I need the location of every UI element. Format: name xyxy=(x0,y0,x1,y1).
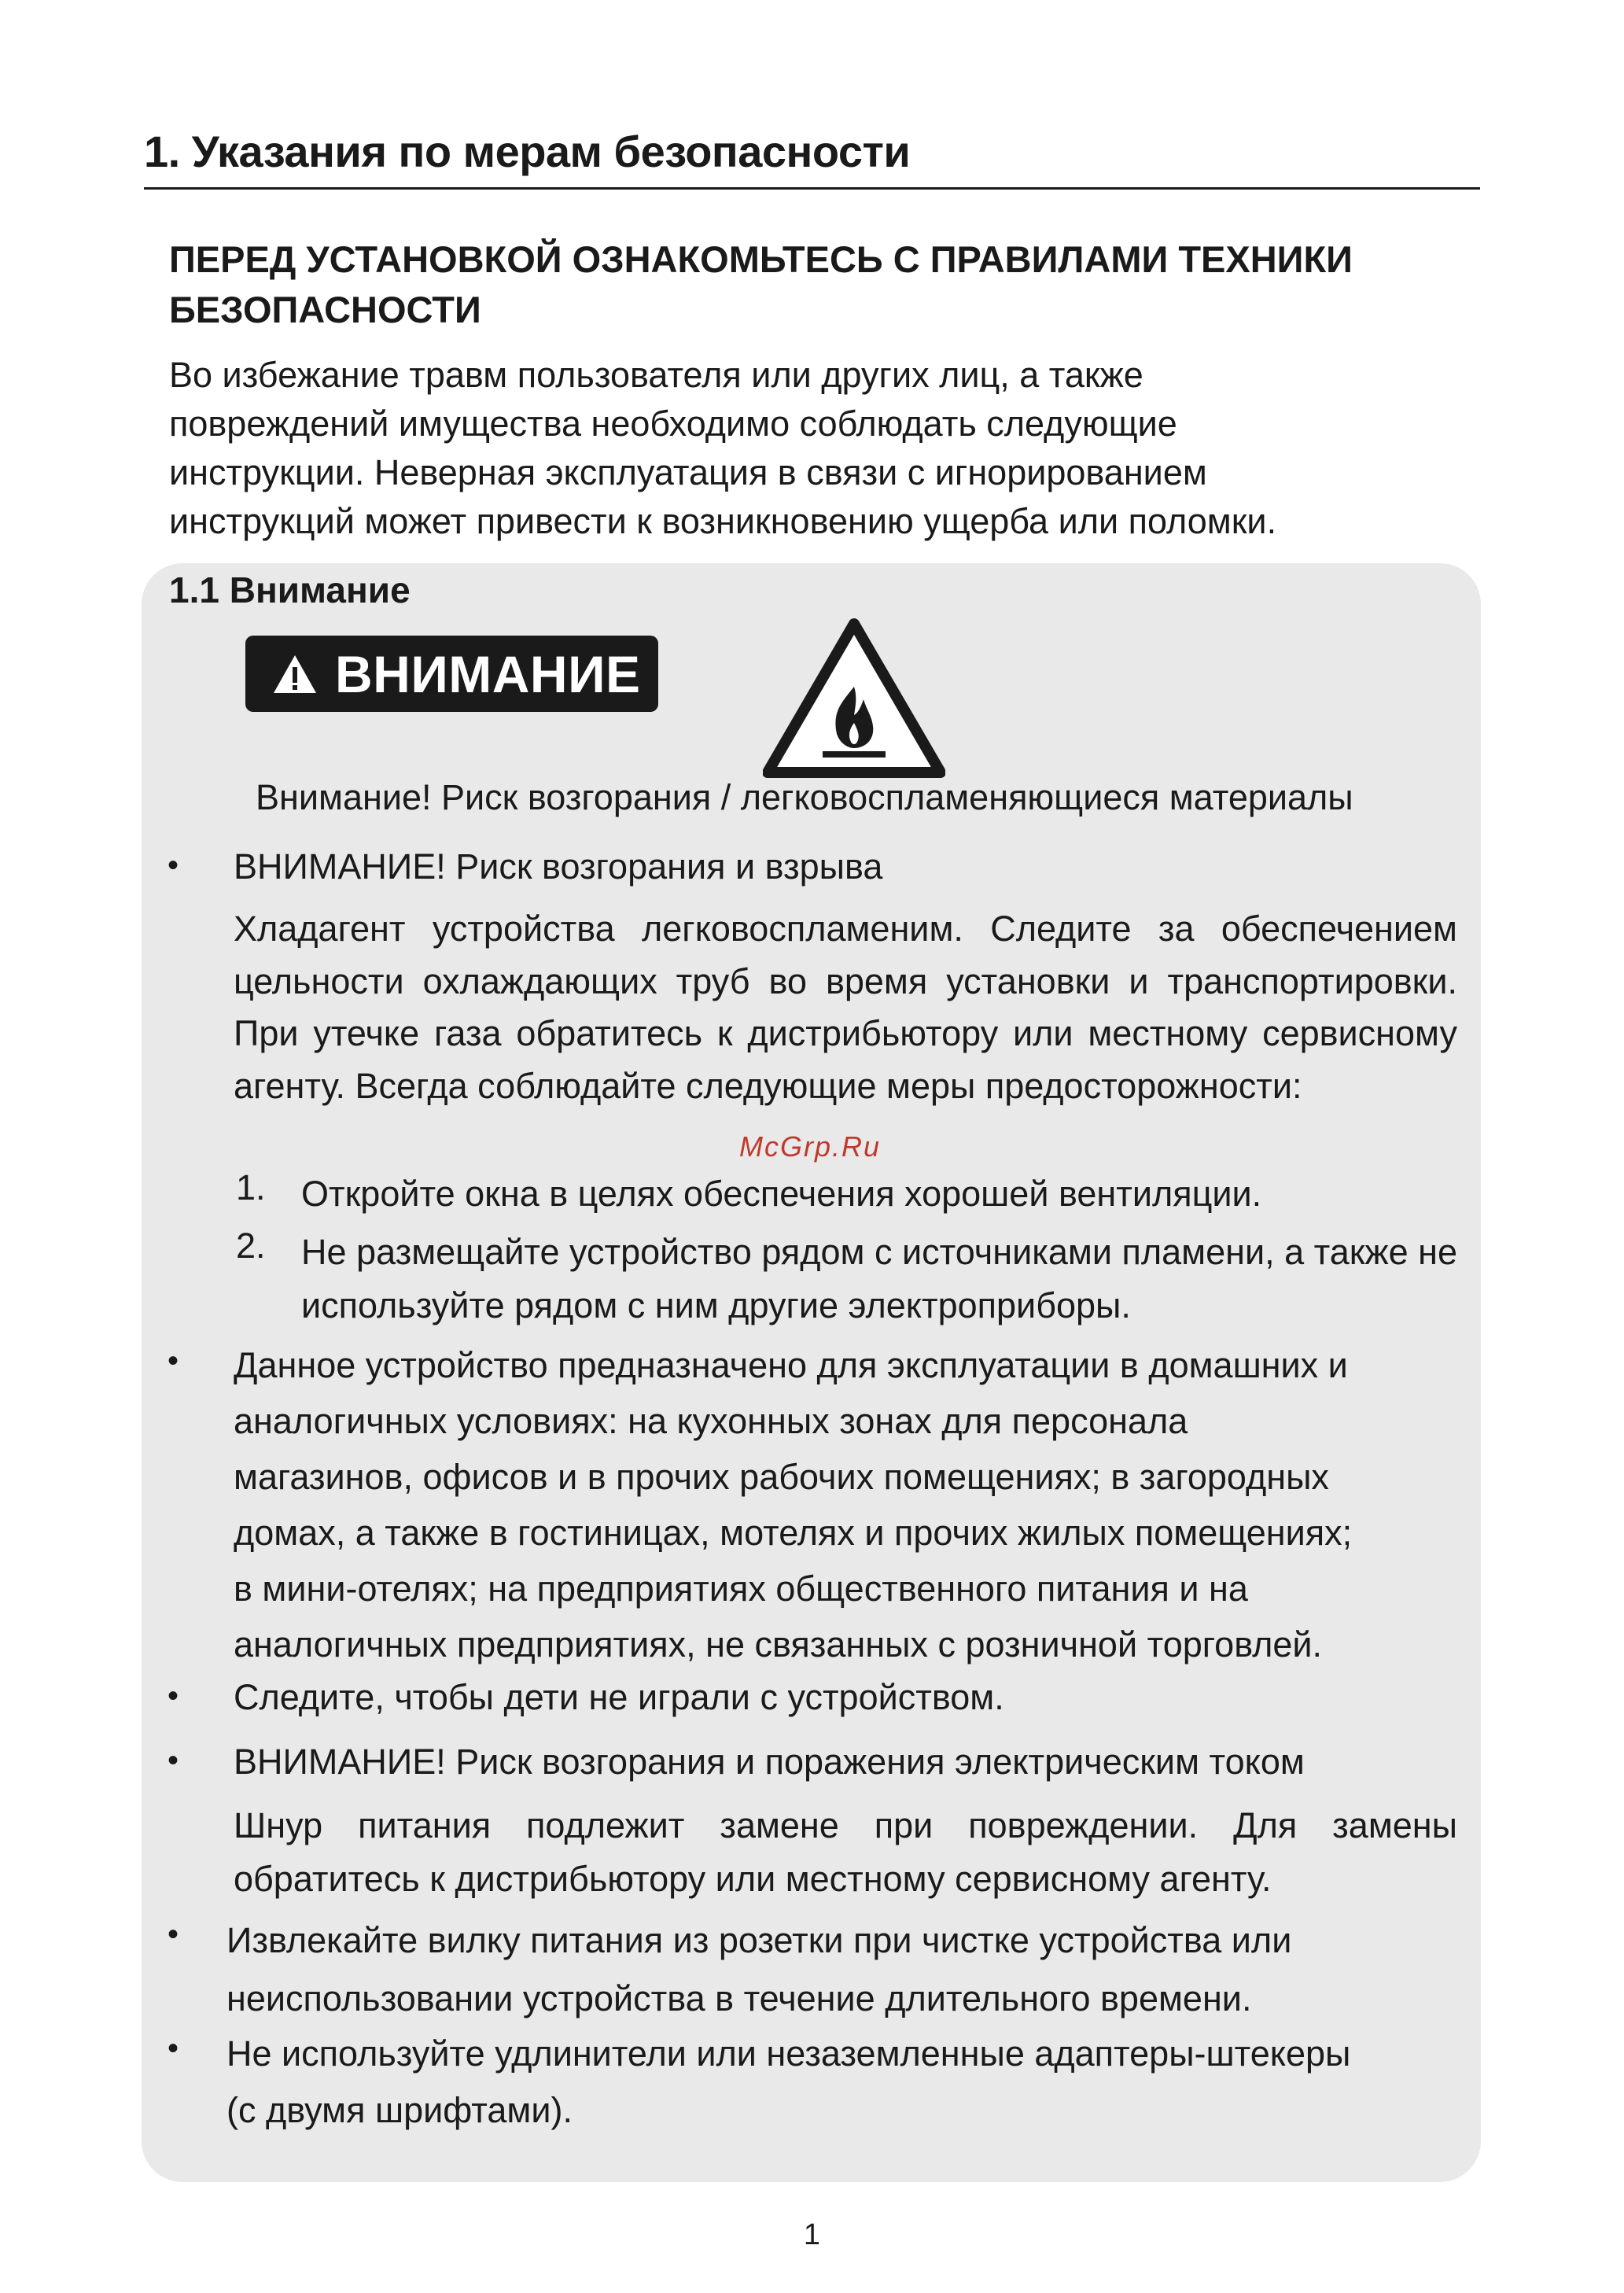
bullet-marker: • xyxy=(168,1679,179,1713)
safety-heading: ПЕРЕД УСТАНОВКОЙ ОЗНАКОМЬТЕСЬ С ПРАВИЛАМИ ТЕХНИКИ БЕЗОПАСНОСТИ xyxy=(169,238,1353,330)
step-text: Не размещайте устройство рядом с источниками пламени, а также не используйте рядом с ним другие электроприборы. xyxy=(301,1232,1457,1325)
domestic-use-paragraph: Данное устройство предназначено для эксплуатации в домашних и аналогичных условиях: на кухонных зонах для персонала магазинов, офисов и в прочих рабочих помещениях; в загородных домах, а также в гостиницах, мотелях и прочих жилых помещениях; в мини-отелях; на предприятиях общественного питания и на аналогичных предприятиях, не связанных с розничной торговлей. xyxy=(234,1345,1353,1664)
bullet-marker: • xyxy=(168,1917,179,1952)
shock-warning-heading: ВНИМАНИЕ! Риск возгорания и поражения электрическим током xyxy=(234,1742,1305,1782)
power-cord-paragraph: Шнур питания подлежит замене при повреждении. Для замены обратитесь к дистрибьютору или местному сервисному агенту. xyxy=(234,1805,1457,1899)
refrigerant-paragraph: Хладагент устройства легковоспламеним. Следите за обеспечением цельности охлаждающих труб во время установки и транспортировки. При утечке газа обратитесь к дистрибьютору или местному сервисному агенту. Всегда соблюдайте следующие меры предосторожности: xyxy=(234,909,1457,1106)
extension-paragraph: Не используйте удлинители или незаземленные адаптеры-штекеры (с двумя шрифтами). xyxy=(226,2033,1351,2130)
warning-badge-label: ВНИМАНИЕ xyxy=(335,644,641,703)
page-title: 1. Указания по мерам безопасности xyxy=(144,127,911,176)
fire-caption: Внимание! Риск возгорания / легковоспламеняющиеся материалы xyxy=(256,777,1353,817)
page-number: 1 xyxy=(803,2218,821,2251)
step-text: Откройте окна в целях обеспечения хорошей вентиляции. xyxy=(301,1174,1262,1214)
children-note: Следите, чтобы дети не играли с устройством. xyxy=(234,1677,1004,1717)
section-title: 1.1 Внимание xyxy=(169,570,411,610)
watermark: McGrp.Ru xyxy=(739,1130,882,1163)
flammable-warning-icon xyxy=(763,617,945,779)
fire-warning-heading: ВНИМАНИЕ! Риск возгорания и взрыва xyxy=(234,846,883,887)
title-divider xyxy=(144,187,1480,190)
bullet-marker: • xyxy=(168,1344,179,1378)
unplug-paragraph: Извлекайте вилку питания из розетки при чистке устройства или неиспользовании устройства в течение длительного времени. xyxy=(226,1920,1292,2018)
bullet-marker: • xyxy=(168,848,179,883)
bullet-marker: • xyxy=(168,1743,179,1778)
warning-triangle-icon xyxy=(272,654,318,695)
step-number: 2. xyxy=(236,1226,266,1266)
bullet-marker: • xyxy=(168,2031,179,2066)
warning-badge xyxy=(245,636,658,712)
intro-paragraph: Во избежание травм пользователя или других лиц, а также повреждений имущества необходимо соблюдать следующие инструкции. Неверная эксплуатация в связи с игнорированием инструкций может привести к возникновению ущерба или поломки. xyxy=(169,355,1277,541)
step-number: 1. xyxy=(236,1167,266,1207)
